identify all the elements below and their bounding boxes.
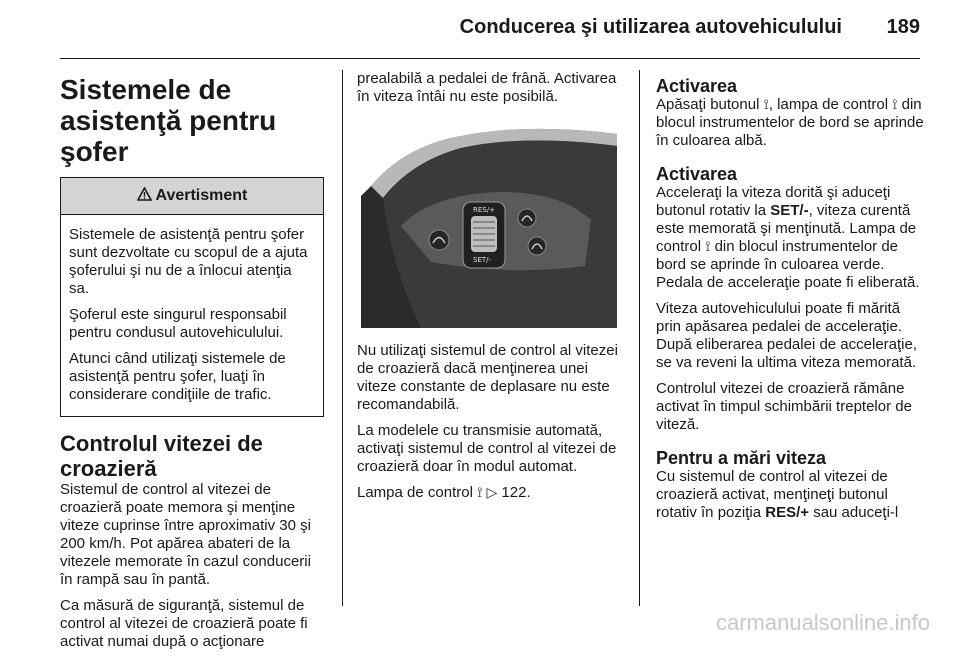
increase-speed-heading: Pentru a mări viteza (656, 448, 827, 468)
body-paragraph: Nu utilizaţi sistemul de control al vitezei de croazieră dacă menţinerea unei viteze constante de deplasare nu este recomandabilă. (357, 342, 618, 413)
header-divider (60, 58, 920, 59)
main-heading: Sistemele de asistenţă pentru şofer (60, 74, 277, 167)
body-paragraph: Ca măsură de siguranţă, sistemul de control al vitezei de croazieră poate fi activat numai după o acţionare (60, 597, 308, 650)
text-fragment: Acceleraţi la viteza dorită şi aduceţi butonul rotativ la (656, 184, 891, 219)
warning-title: Avertisment (155, 187, 248, 204)
column-divider-2 (639, 70, 640, 606)
column-1 (60, 70, 324, 659)
page-reference-arrow-icon: ▷ (486, 485, 498, 501)
activation-heading-1: Activarea (656, 76, 738, 96)
warning-paragraph: Şoferul este singurul responsabil pentru condusul autovehiculului. (69, 306, 287, 341)
warning-paragraph: Atunci când utilizaţi sistemele de asistenţă pentru şofer, luaţi în considerare condiţiile de trafic. (69, 350, 286, 403)
cruise-control-icon: ⟟ (763, 97, 769, 113)
text-fragment: Apăsaţi butonul (656, 96, 760, 113)
text-fragment: sau aduceţi-l (813, 504, 899, 521)
body-paragraph: Sistemul de control al vitezei de croazieră poate memora şi menţine viteze cuprinse între aproximativ 30 şi 200 km/h. Pot apărea abateri de la vitezele memorate în cazul conducerii în rampă sau în pantă. (60, 481, 311, 588)
page-header (0, 0, 960, 62)
column-divider-1 (342, 70, 343, 606)
lamp-reference (357, 484, 623, 502)
page-number: 189 (886, 16, 920, 38)
text-fragment: , viteza curentă este memorată şi menţinută. Lampa de control (656, 202, 917, 255)
text-fragment: , lampa de control (768, 96, 889, 113)
column-3 (656, 70, 926, 530)
warning-body (61, 215, 323, 416)
res-button-label: RES/+ (473, 206, 495, 214)
text-fragment: din blocul instrumentelor de bord se aprinde în culoarea verde. Pedala de acceleraţie poate fi eliberată. (656, 238, 920, 291)
watermark: carmanualsonline.info (715, 610, 930, 635)
text-fragment: din blocul instrumentelor de bord se aprinde în culoarea albă. (656, 96, 924, 149)
cruise-control-icon: ⟟ (892, 97, 898, 113)
set-label: SET/- (770, 202, 809, 219)
lamp-label: Lampa de control (357, 484, 473, 501)
activation-paragraph (656, 96, 926, 150)
warning-paragraph: Sistemele de asistenţă pentru şofer sunt dezvoltate cu scopul de a ajuta şoferului şi nu de a înlocui atenţia sa. (69, 226, 308, 297)
warning-header (61, 178, 323, 215)
activation-paragraph (656, 184, 926, 292)
text-fragment: Cu sistemul de control al vitezei de croazieră activat, menţineţi butonul rotativ în poziţia (656, 468, 888, 521)
section-heading: Controlul vitezei de croazieră (60, 431, 263, 481)
increase-paragraph (656, 468, 926, 522)
body-paragraph: La modelele cu transmisie automată, activaţi sistemul de control al vitezei de croazieră doar în modul automat. (357, 422, 617, 475)
page-reference-link[interactable]: 122. (501, 484, 531, 501)
cruise-control-icon: ⟟ (477, 485, 483, 501)
continued-paragraph: prealabilă a pedalei de frână. Activarea în viteza întâi nu este posibilă. (357, 70, 617, 105)
body-paragraph: Viteza autovehiculului poate fi mărită prin apăsarea pedalei de acceleraţie. După eliberarea pedalei de acceleraţie, se va reveni la ultima viteza memorată. (656, 300, 918, 371)
warning-box (60, 177, 324, 417)
column-2 (357, 70, 623, 510)
body-paragraph: Controlul vitezei de croazieră rămâne activat în timpul schimbării treptelor de viteză. (656, 380, 912, 433)
warning-triangle-icon (137, 187, 156, 204)
steering-wheel-photo (361, 116, 617, 328)
chapter-title: Conducerea şi utilizarea autovehiculului (459, 16, 842, 38)
activation-heading-2: Activarea (656, 164, 738, 184)
cruise-control-icon: ⟟ (705, 239, 711, 255)
res-label: RES/+ (765, 504, 810, 521)
set-button-label: SET/- (473, 256, 492, 264)
